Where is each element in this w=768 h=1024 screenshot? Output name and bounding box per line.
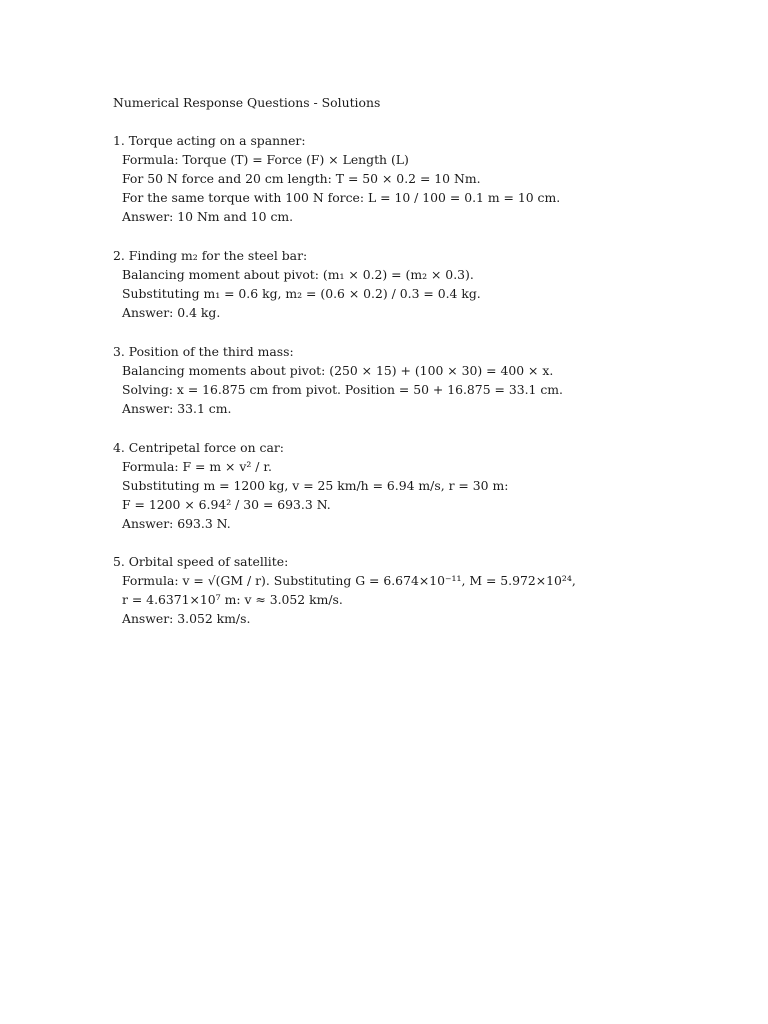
question-1: [113, 131, 713, 226]
question-heading: 4. Centripetal force on car:: [113, 440, 284, 455]
answer-line: Answer: 33.1 cm.: [122, 401, 232, 416]
question-heading: 2. Finding m₂ for the steel bar:: [113, 248, 308, 263]
question-heading: 3. Position of the third mass:: [113, 344, 294, 359]
question-5: [113, 552, 713, 628]
solution-line: Balancing moments about pivot: (250 × 15) + (100 × 30) = 400 × x.: [122, 363, 554, 378]
question-heading: 1. Torque acting on a spanner:: [113, 133, 306, 148]
solution-line: Formula: F = m × v² / r.: [122, 459, 272, 474]
solution-line: Formula: v = √(GM / r). Substituting G = 6.674×10⁻¹¹, M = 5.972×10²⁴,: [122, 573, 576, 588]
document-title: Numerical Response Questions - Solutions: [113, 95, 381, 110]
solution-line: Formula: Torque (T) = Force (F) × Length (L): [122, 152, 409, 167]
solution-line: Substituting m = 1200 kg, v = 25 km/h = 6.94 m/s, r = 30 m:: [122, 478, 509, 493]
question-heading: 5. Orbital speed of satellite:: [113, 554, 289, 569]
question-3: [113, 342, 713, 418]
solution-line: r = 4.6371×10⁷ m: v ≈ 3.052 km/s.: [122, 592, 343, 607]
solution-line: Substituting m₁ = 0.6 kg, m₂ = (0.6 × 0.2) / 0.3 = 0.4 kg.: [122, 286, 481, 301]
answer-line: Answer: 0.4 kg.: [122, 305, 221, 320]
solution-line: For 50 N force and 20 cm length: T = 50 × 0.2 = 10 Nm.: [122, 171, 481, 186]
answer-line: Answer: 3.052 km/s.: [122, 611, 251, 626]
question-4: [113, 438, 713, 533]
answer-line: Answer: 693.3 N.: [122, 516, 231, 531]
solution-line: For the same torque with 100 N force: L = 10 / 100 = 0.1 m = 10 cm.: [122, 190, 561, 205]
answer-line: Answer: 10 Nm and 10 cm.: [122, 209, 294, 224]
question-2: [113, 246, 713, 322]
solution-line: Solving: x = 16.875 cm from pivot. Position = 50 + 16.875 = 33.1 cm.: [122, 382, 563, 397]
solution-line: F = 1200 × 6.94² / 30 = 693.3 N.: [122, 497, 331, 512]
solution-line: Balancing moment about pivot: (m₁ × 0.2) = (m₂ × 0.3).: [122, 267, 474, 282]
